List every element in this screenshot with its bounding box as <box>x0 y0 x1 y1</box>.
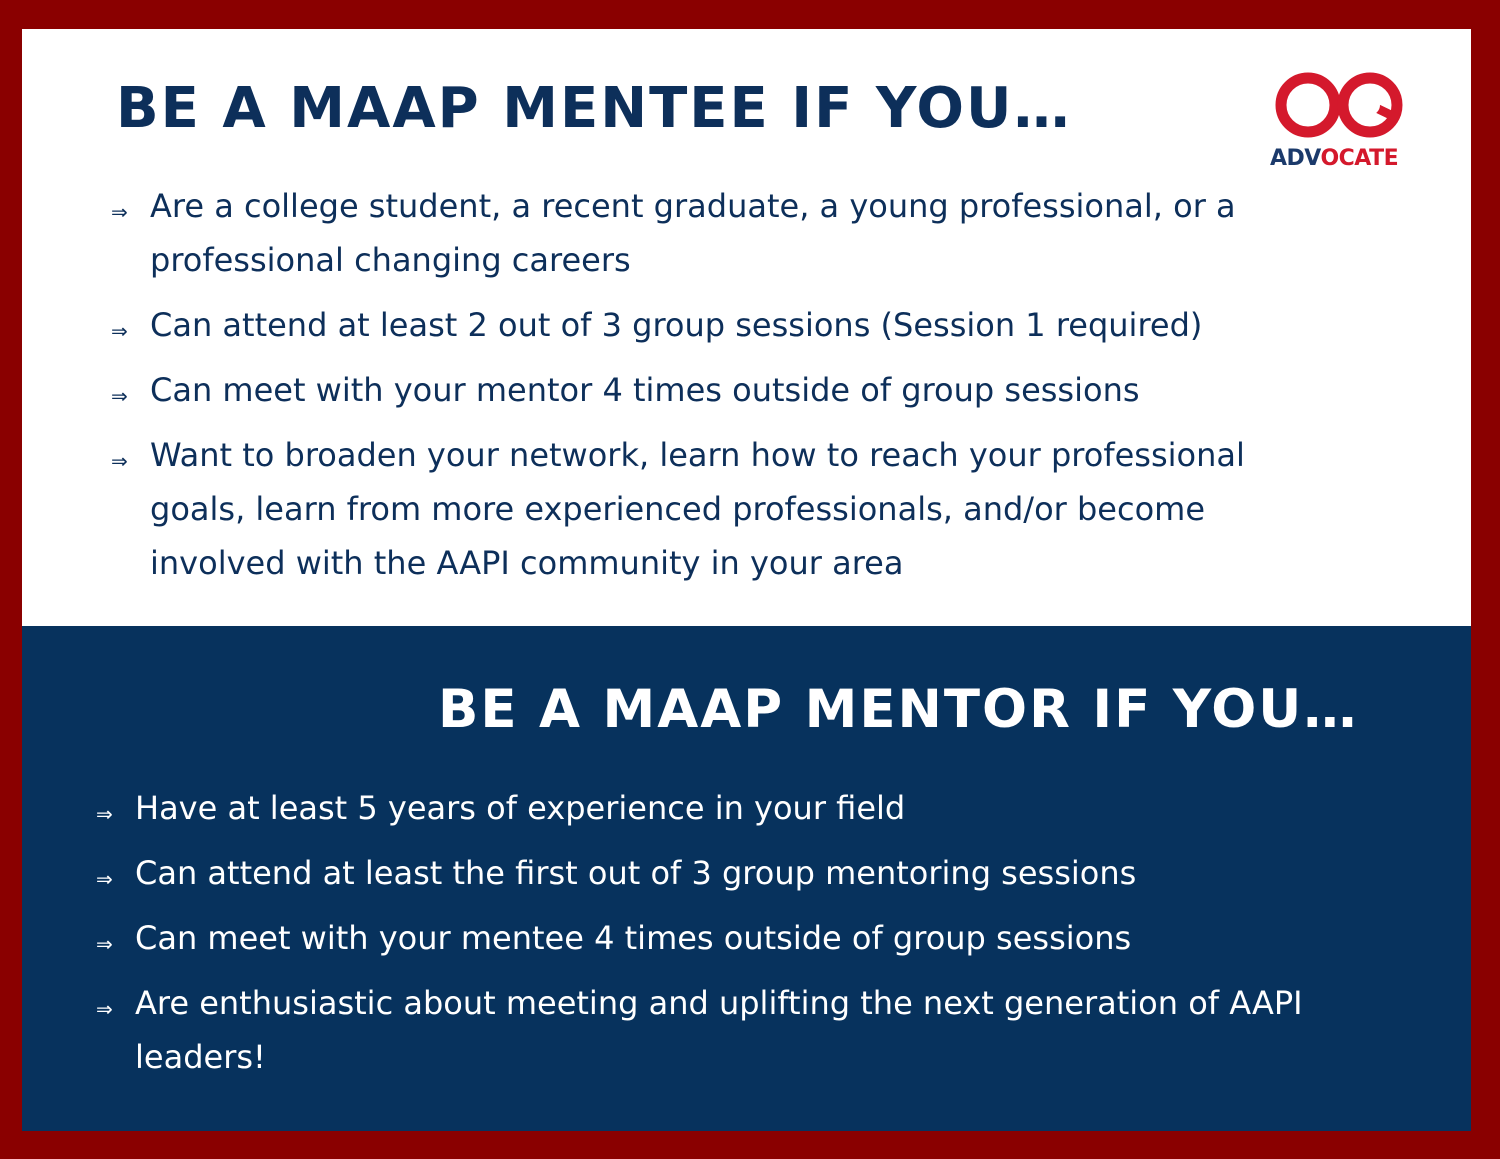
logo-text-ocate: OCATE <box>1320 146 1399 171</box>
double-arrow-icon: ⇒ <box>96 802 113 826</box>
list-item-text: Are a college student, a recent graduate, a young professional, or a professional changing careers <box>150 187 1236 279</box>
list-item-text: Can meet with your mentor 4 times outside of group sessions <box>150 371 1140 409</box>
double-arrow-icon: ⇒ <box>111 384 128 408</box>
list-item <box>96 911 1356 965</box>
poster-frame <box>22 29 1471 1131</box>
double-arrow-icon: ⇒ <box>96 867 113 891</box>
list-item <box>111 428 1321 590</box>
oca-advocate-logo <box>1270 67 1415 177</box>
list-item <box>111 363 1321 417</box>
list-item-text: Are enthusiastic about meeting and uplifting the next generation of AAPI leaders! <box>135 984 1303 1076</box>
list-item-text: Can attend at least 2 out of 3 group sessions (Session 1 required) <box>150 306 1203 344</box>
double-arrow-icon: ⇒ <box>96 997 113 1021</box>
double-arrow-icon: ⇒ <box>96 932 113 956</box>
list-item-text: Want to broaden your network, learn how to reach your professional goals, learn from more experienced professionals, and/or become involved with the AAPI community in your area <box>150 436 1245 582</box>
mentee-heading: BE A MAAP MENTEE IF YOU… <box>116 76 1072 141</box>
logo-text-adv: ADV <box>1270 146 1321 171</box>
double-arrow-icon: ⇒ <box>111 200 128 224</box>
list-item-text: Have at least 5 years of experience in your field <box>135 789 906 827</box>
list-item-text: Can meet with your mentee 4 times outside of group sessions <box>135 919 1132 957</box>
list-item-text: Can attend at least the first out of 3 group mentoring sessions <box>135 854 1137 892</box>
mentor-criteria-list <box>96 781 1356 1095</box>
list-item <box>111 298 1321 352</box>
oca-logo-icon <box>1275 67 1411 145</box>
list-item <box>96 781 1356 835</box>
double-arrow-icon: ⇒ <box>111 319 128 343</box>
mentee-panel <box>22 29 1471 626</box>
mentor-heading: BE A MAAP MENTOR IF YOU… <box>438 679 1359 740</box>
list-item <box>96 846 1356 900</box>
logo-wordmark <box>1270 146 1415 172</box>
list-item <box>96 976 1356 1084</box>
mentee-criteria-list <box>111 179 1321 601</box>
list-item <box>111 179 1321 287</box>
double-arrow-icon: ⇒ <box>111 449 128 473</box>
